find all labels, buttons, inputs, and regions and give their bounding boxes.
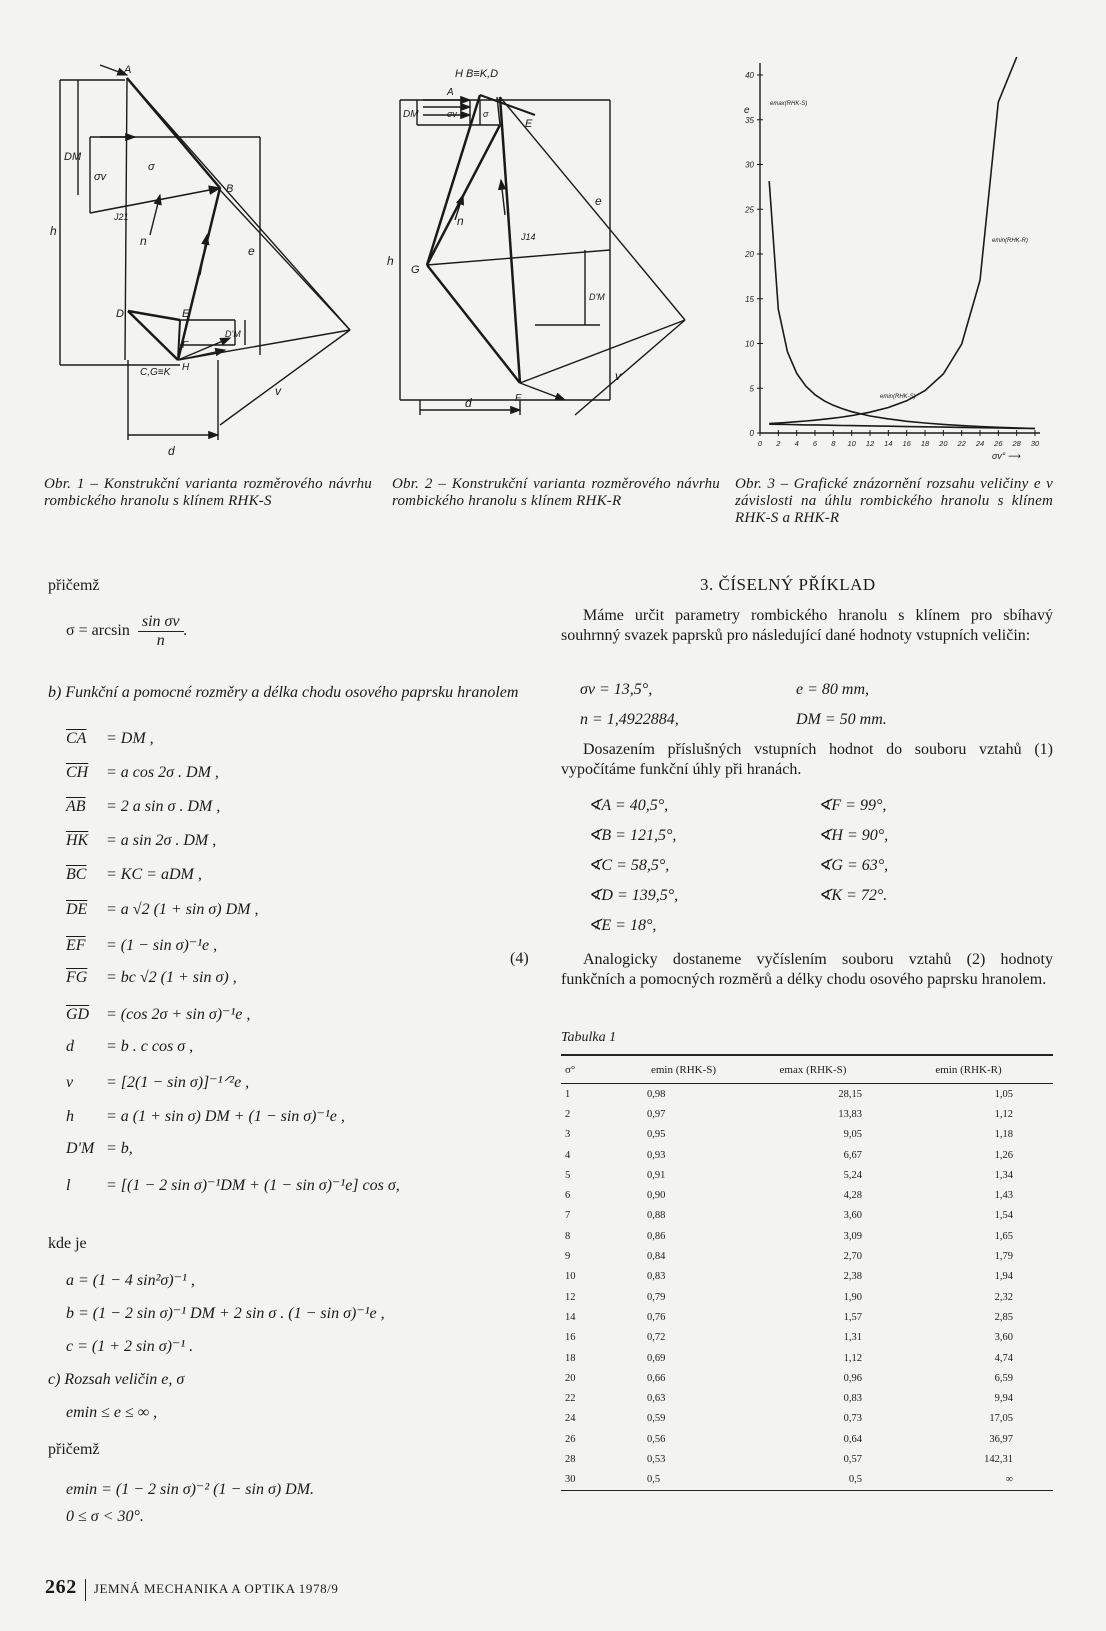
fig1-label-sigma: σ [148,161,155,173]
fig1-label-e: e [248,244,255,258]
table-cell: 0,63 [647,1393,666,1405]
equation-row [66,730,154,748]
page-number: 262 [45,1576,77,1598]
figure-2-caption: Obr. 2 – Konstrukční varianta rozměrového návrhu rombického hranolu s klínem RHK-R [392,476,720,509]
journal-name: JEMNÁ MECHANIKA A OPTIKA 1978/9 [93,1581,339,1596]
table-cell: 3,09 [843,1230,862,1242]
x-tick-label: 18 [920,439,930,448]
def-b: b = (1 − 2 sin σ)⁻¹ DM + 2 sin σ . (1 − sin σ)⁻¹e , [66,1305,385,1322]
equation-row [66,1140,133,1158]
equation-lhs: $\overline{CH}$ [66,764,89,781]
chart-curve-label-emin-S: emin(RHK-S) [880,394,916,400]
given-DM: DM = 50 mm. [796,711,887,728]
equation-rhs: = 2 a sin σ . DM , [106,798,221,815]
table-row [561,1185,1053,1205]
table-cell: 0,91 [647,1169,666,1181]
equation-rhs: = DM , [106,730,154,747]
table-cell: 26 [565,1433,576,1445]
equation-rhs: = b . c cos σ , [106,1038,194,1055]
def-c: c = (1 + 2 sin σ)⁻¹ . [66,1338,194,1355]
table-cell: 3,60 [994,1332,1013,1344]
page-footer [45,1576,338,1601]
angle-value: ∢A = 40,5°, [588,797,669,814]
angle-value: ∢F = 99°, [818,797,887,814]
x-tick-label: 12 [865,439,875,448]
table-cell: 0,5 [625,1470,742,1491]
table-cell: 30 [561,1470,625,1491]
table-cell: 0,76 [647,1311,666,1323]
table-row [561,1307,1053,1327]
fig2-label-h: h [387,254,394,268]
equation-lhs: d [66,1038,74,1055]
equation-rhs: = a cos 2σ . DM , [106,764,219,781]
table-cell: 0,69 [647,1352,666,1364]
fig1-label-D: D [116,308,124,320]
equation-lhs: $\overline{EF}$ [66,937,86,954]
table-cell: 17,05 [989,1413,1013,1425]
section-title: 3. ČÍSELNÝ PŘÍKLAD [700,575,876,594]
table-row [561,1206,1053,1226]
y-tick-label: 25 [745,205,754,215]
table-cell: 3 [565,1129,571,1141]
x-tick-label: 24 [975,439,985,448]
table-cell: 8 [565,1230,571,1242]
section-b-heading: b) Funkční a pomocné rozměry a délka chodu osového paprsku hranolem [48,684,519,701]
y-tick-label: 15 [745,294,754,304]
table-cell: 1 [565,1088,571,1100]
y-tick-label: 5 [749,384,754,394]
equation-rhs: = a sin 2σ . DM , [106,832,217,849]
angle-value: ∢B = 121,5°, [588,827,677,844]
y-tick-label: 30 [745,160,754,170]
table-cell: 0,93 [647,1149,666,1161]
equation-rhs: = a (1 + sin σ) DM + (1 − sin σ)⁻¹e , [106,1108,345,1125]
table-cell: 0,97 [647,1108,666,1120]
fig2-label-v: v [615,369,621,383]
table-cell: 6 [565,1190,571,1202]
y-tick-label: 10 [745,339,754,349]
x-tick-label: 0 [757,439,763,448]
table-cell: 1,90 [843,1291,862,1303]
table-cell: 1,18 [994,1129,1013,1141]
fig1-label-B: B [226,183,234,195]
x-tick-label: 8 [831,439,836,448]
pricemz-1: přičemž [48,577,100,594]
paragraph-3: Analogicky dostaneme vyčíslením souboru vztahů (2) hodnoty funkčních a pomocných rozměrů a délky chodu osového paprsku hranolem. [561,951,1053,988]
table-cell: 0,95 [647,1129,666,1141]
table-cell: 13,83 [838,1108,862,1120]
fig1-label-DM-prime: D'M [225,329,241,339]
fig2-label-sigma: σ [483,109,489,119]
kde-je: kde je [48,1235,87,1252]
figure-3-caption: Obr. 3 – Grafické znázornění rozsahu veličiny e v závislosti na úhlu rombického hranolu s klínem RHK-S a RHK-R [735,476,1053,526]
footer-divider [85,1579,86,1601]
table-title: Tabulka 1 [561,1030,617,1045]
table-cell: 18 [565,1352,576,1364]
equation-row [66,1175,400,1195]
table-1 [561,1054,1053,1491]
table-cell: 1,05 [994,1088,1013,1100]
equation-row [66,1072,249,1092]
table-cell: 4,28 [843,1190,862,1202]
equation-rhs: = (cos 2σ + sin σ)⁻¹e , [106,1006,251,1023]
table-cell: 0,83 [647,1271,666,1283]
table-row [561,1145,1053,1165]
table-header-cell: emin (RHK-R) [884,1055,1053,1084]
table-cell: 1,57 [843,1311,862,1323]
table-cell: 0,72 [647,1332,666,1344]
pricemz-2: přičemž [48,1441,100,1458]
sigma-eq-numerator: sin σv [138,613,184,632]
table-cell: 0,90 [647,1190,666,1202]
range-e: emin ≤ e ≤ ∞ , [66,1404,158,1421]
x-tick-label: 10 [847,439,856,448]
table-row [561,1429,1053,1449]
x-tick-label: 20 [939,439,948,448]
series-line-emaxrhk-s [769,181,1035,428]
table-cell: 24 [565,1413,576,1425]
equation-lhs: D'M [66,1140,95,1157]
table-cell: 0,84 [647,1251,666,1263]
table-cell: 9,94 [994,1393,1013,1405]
series-line-eminrhk-r [769,57,1017,424]
paragraph-2: Dosazením příslušných vstupních hodnot do souboru vztahů (1) vypočítáme funkční úhly při hranách. [561,741,1053,778]
table-cell: 1,43 [994,1190,1013,1202]
equation-rhs: = KC = aDM , [106,866,202,883]
fig2-label-DM-prime: D'M [589,292,605,302]
fig1-label-DM: DM [64,151,82,163]
table-cell: 1,79 [994,1251,1013,1263]
table-cell: 0,73 [843,1413,862,1425]
table-row [561,1125,1053,1145]
fig1-label-H: H [182,362,190,373]
equation-rhs: = b, [106,1140,133,1157]
table-row [561,1246,1053,1266]
table-cell: 1,65 [994,1230,1013,1242]
table-cell: 0,66 [647,1372,666,1384]
fig1-label-h: h [50,224,57,238]
y-tick-label: 20 [745,250,754,259]
chart-x-label: σv° ⟶ [992,451,1021,461]
figure-1 [40,55,370,465]
table-cell: 0,79 [647,1291,666,1303]
sigma-eq-lhs: σ = arcsin [66,622,130,640]
fig2-label-n: n [457,214,464,228]
table-row [561,1388,1053,1408]
angle-value: ∢G = 63°, [818,857,889,874]
chart-y-label: e [744,105,750,116]
fig2-label-G: G [411,264,420,276]
table-cell: 7 [565,1210,571,1222]
equation-lhs: h [66,1108,74,1125]
fig2-label-sv: σv [447,109,457,119]
table-row [561,1084,1053,1105]
table-cell: ∞ [884,1470,1053,1491]
equation-row [66,901,258,919]
table-cell: 12 [565,1291,576,1303]
table-cell: 16 [565,1332,576,1344]
table-cell: 28 [565,1453,576,1465]
table-header-cell: emax (RHK-S) [742,1055,884,1084]
x-tick-label: 4 [794,439,799,448]
table-cell: 9,05 [843,1129,862,1141]
table-cell: 3,60 [843,1210,862,1222]
table-cell: 4,74 [994,1352,1013,1364]
table-cell: 0,88 [647,1210,666,1222]
table-cell: 0,86 [647,1230,666,1242]
table-cell: 1,12 [994,1108,1013,1120]
table-cell: 4 [565,1149,571,1161]
equation-row [66,866,202,884]
equation-lhs: $\overline{BC}$ [66,866,87,883]
equation-lhs: $\overline{GD}$ [66,1006,90,1023]
table-cell: 0,53 [647,1453,666,1465]
table-row [561,1368,1053,1388]
table-row [561,1470,1053,1491]
given-e: e = 80 mm, [796,681,870,698]
fig1-label-F: F [182,340,189,351]
equation-row [66,1038,193,1056]
fig1-label-E: E [182,308,190,320]
table-row [561,1287,1053,1307]
fig1-label-CGK: C,G≡K [140,367,171,378]
equation-lhs: v [66,1074,74,1091]
table-cell: 6,67 [843,1149,862,1161]
figure-3-chart [730,55,1060,470]
table-header-cell: emin (RHK-S) [625,1055,742,1084]
x-tick-label: 28 [1012,439,1021,448]
x-tick-label: 30 [1030,439,1040,448]
paragraph-1: Máme určit parametry rombického hranolu s klínem pro sbíhavý souhrnný svazek paprsků pro následující dané hodnoty vstupních veličin: [561,607,1053,644]
table-cell: 28,15 [838,1088,862,1100]
fig2-label-E: E [525,118,533,130]
fig1-label-J21: J21 [114,212,129,222]
fig1-label-n: n [140,234,147,248]
fig2-label-top: H B≡K,D [455,68,499,80]
angle-value: ∢D = 139,5°, [588,887,679,904]
table-cell: 20 [565,1372,576,1384]
fig2-label-d: d [465,396,472,410]
table-cell: 1,54 [994,1210,1013,1222]
table-cell: 0,5 [742,1470,884,1491]
table-cell: 2,32 [994,1291,1013,1303]
table-cell: 0,57 [843,1453,862,1465]
angle-value: ∢K = 72°. [818,887,888,904]
table-cell: 0,96 [843,1372,862,1384]
equation-lhs: $\overline{CA}$ [66,730,87,747]
table-row [561,1165,1053,1185]
equation-row [66,764,219,782]
equation-rhs: = [2(1 − sin σ)]⁻¹ᐟ²e , [106,1074,250,1091]
equation-rhs: = [(1 − 2 sin σ)⁻¹DM + (1 − sin σ)⁻¹e] cos σ, [106,1177,400,1194]
table-row [561,1267,1053,1287]
x-tick-label: 14 [884,439,893,448]
equation-number: (4) [510,950,529,967]
fig1-label-v: v [275,384,281,398]
table-cell: 0,83 [843,1393,862,1405]
chart-curve-label-emin-R: emin(RHK-R) [992,238,1028,244]
table-cell: 1,31 [843,1332,862,1344]
table-cell: 5 [565,1169,571,1181]
table-cell: 142,31 [984,1453,1013,1465]
x-tick-label: 22 [957,439,966,448]
given-n: n = 1,4922884, [580,711,679,728]
equation-row [66,798,220,816]
fig1-label-d: d [168,444,175,458]
table-row [561,1328,1053,1348]
fig2-label-A: A [447,87,454,98]
fig2-label-DM: DM [403,109,419,120]
table-cell: 2,38 [843,1271,862,1283]
equation-row [66,1106,345,1126]
angle-value: ∢E = 18°, [588,917,657,934]
x-tick-label: 16 [902,439,911,448]
equation-lhs: $\overline{DE}$ [66,901,88,918]
figure-1-caption: Obr. 1 – Konstrukční varianta rozměrového návrhu rombického hranolu s klínem RHK-S [44,476,372,509]
y-tick-label: 0 [749,429,754,438]
table-row [561,1409,1053,1429]
equation-rhs: = a √2 (1 + sin σ) DM , [106,901,259,918]
emin-equation: emin = (1 − 2 sin σ)⁻² (1 − sin σ) DM. [66,1481,315,1498]
table-cell: 0,98 [647,1088,666,1100]
table-cell: 22 [565,1393,576,1405]
table-cell: 5,24 [843,1169,862,1181]
y-tick-label: 35 [745,115,754,125]
equation-row [66,1004,250,1024]
sigma-range: 0 ≤ σ < 30°. [66,1508,144,1525]
table-cell: 36,97 [989,1433,1013,1445]
equation-row [66,969,237,987]
table-row [561,1348,1053,1368]
table-row [561,1104,1053,1124]
def-a: a = (1 − 4 sin²σ)⁻¹ , [66,1272,195,1289]
fig1-label-A: A [124,64,132,76]
sigma-equation: σ = arcsin $\frac{\text{sin σv}}{n}$ . [66,613,188,649]
x-tick-label: 2 [776,439,781,448]
angle-value: ∢H = 90°, [818,827,889,844]
equation-lhs: $\overline{FG}$ [66,969,88,986]
equation-lhs: $\overline{AB}$ [66,798,86,815]
fig2-label-F: F [515,393,522,404]
table-cell: 0,56 [647,1433,666,1445]
angle-value: ∢C = 58,5°, [588,857,670,874]
table-row [561,1226,1053,1246]
table-cell: 6,59 [994,1372,1013,1384]
equation-row [66,832,216,850]
sigma-eq-denominator: n [156,632,165,649]
table-cell: 2,85 [994,1311,1013,1323]
fig2-label-e: e [595,194,602,208]
table-cell: 2 [565,1108,571,1120]
equation-rhs: = bc √2 (1 + sin σ) , [106,969,237,986]
table-cell: 1,94 [994,1271,1013,1283]
table-cell: 10 [565,1271,576,1283]
table-cell: 1,26 [994,1149,1013,1161]
table-cell: 1,34 [994,1169,1013,1181]
table-row [561,1449,1053,1469]
table-cell: 0,64 [843,1433,862,1445]
given-sigma: σv = 13,5°, [580,681,653,698]
x-tick-label: 26 [994,439,1003,448]
table-header-cell: σ° [561,1055,625,1084]
equation-lhs: $\overline{HK}$ [66,832,89,849]
fig2-label-J14: J14 [521,232,536,242]
chart-curve-label-emax: emax(RHK-S) [770,101,808,107]
table-cell: 2,70 [843,1251,862,1263]
equation-lhs: l [66,1177,71,1194]
table-cell: 1,12 [843,1352,862,1364]
x-tick-label: 6 [812,439,818,448]
equation-rhs: = (1 − sin σ)⁻¹e , [106,937,218,954]
figure-2 [387,55,725,455]
table-cell: 9 [565,1251,571,1263]
equation-row [66,935,217,955]
table-cell: 14 [565,1311,576,1323]
table-cell: 0,59 [647,1413,666,1425]
fig1-label-sv: σv [94,171,107,183]
section-c-heading: c) Rozsah veličin e, σ [48,1371,185,1388]
y-tick-label: 40 [745,71,754,80]
